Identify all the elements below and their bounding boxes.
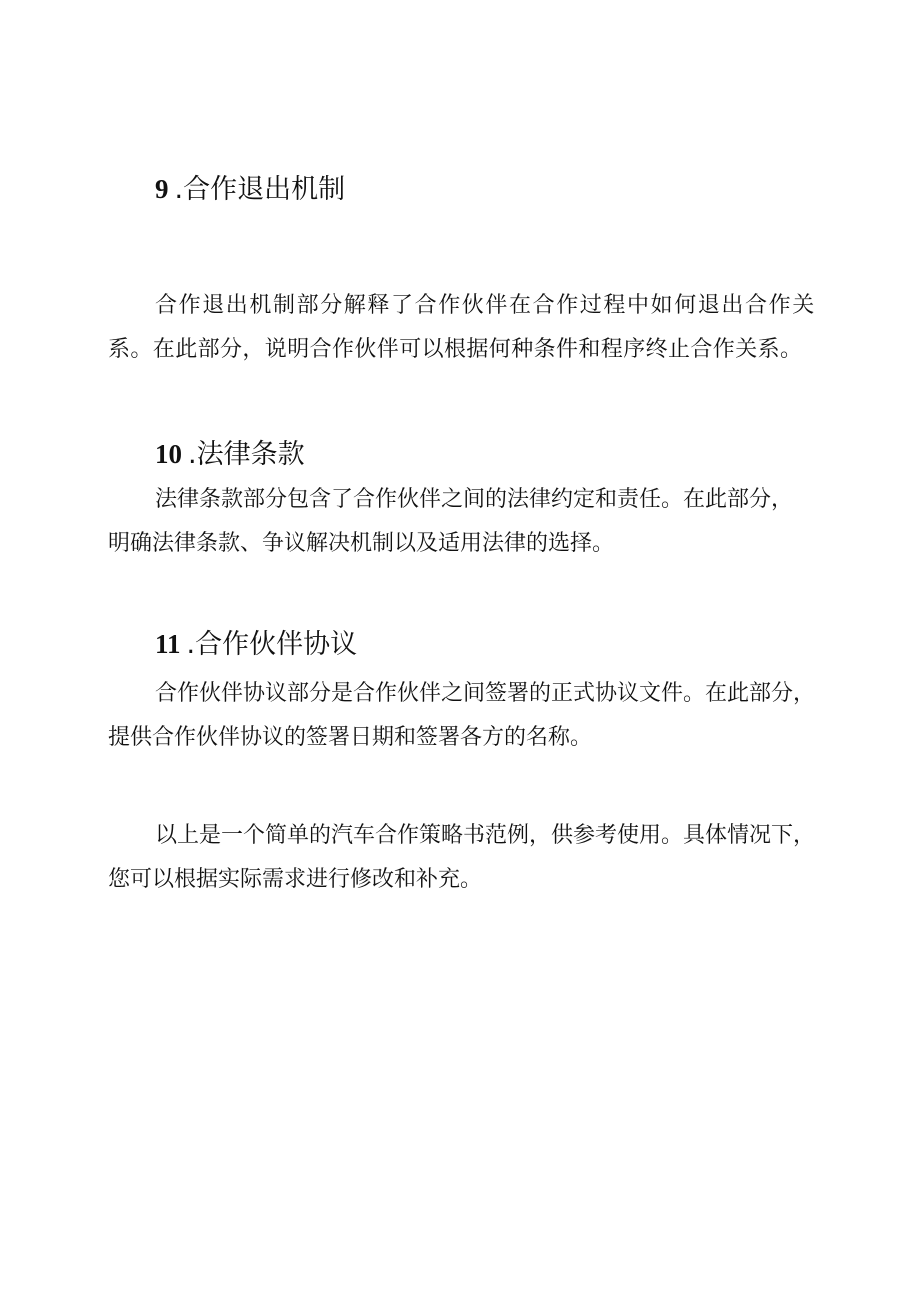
section-11-line-2: 提供合作伙伴协议的签署日期和签署各方的名称。: [108, 725, 593, 750]
closing-paragraph: [108, 814, 838, 902]
section-10-line-2: 明确法律条款、争议解决机制以及适用法律的选择。: [108, 531, 615, 556]
section-10-title: .法律条款: [188, 439, 305, 470]
section-11-number: 11: [155, 629, 181, 659]
section-9-title: .合作退出机制: [174, 174, 346, 205]
closing-line-2: 您可以根据实际需求进行修改和补充。: [108, 867, 483, 892]
section-10-number: 10: [155, 439, 182, 469]
closing-line-1: 以上是一个简单的汽车合作策略书范例，供参考使用。具体情况下，: [155, 823, 816, 848]
section-11-title: .合作伙伴协议: [186, 629, 358, 660]
section-9-number: 9: [155, 174, 169, 204]
section-9-line-2: 系。在此部分，说明合作伙伴可以根据何种条件和程序终止合作关系。: [108, 337, 803, 362]
section-9-heading: [155, 172, 345, 207]
section-11-line-1: 合作伙伴协议部分是合作伙伴之间签署的正式协议文件。在此部分，: [155, 681, 816, 706]
section-10-heading: [155, 437, 305, 472]
section-11-paragraph: [108, 672, 838, 760]
section-10-paragraph: [108, 478, 838, 566]
section-10-line-1: 法律条款部分包含了合作伙伴之间的法律约定和责任。在此部分，: [155, 487, 794, 512]
section-11-heading: [155, 627, 357, 662]
section-9-paragraph: [108, 284, 838, 372]
section-9-line-1: 合作退出机制部分解释了合作伙伴在合作过程中如何退出合作关: [155, 293, 816, 318]
